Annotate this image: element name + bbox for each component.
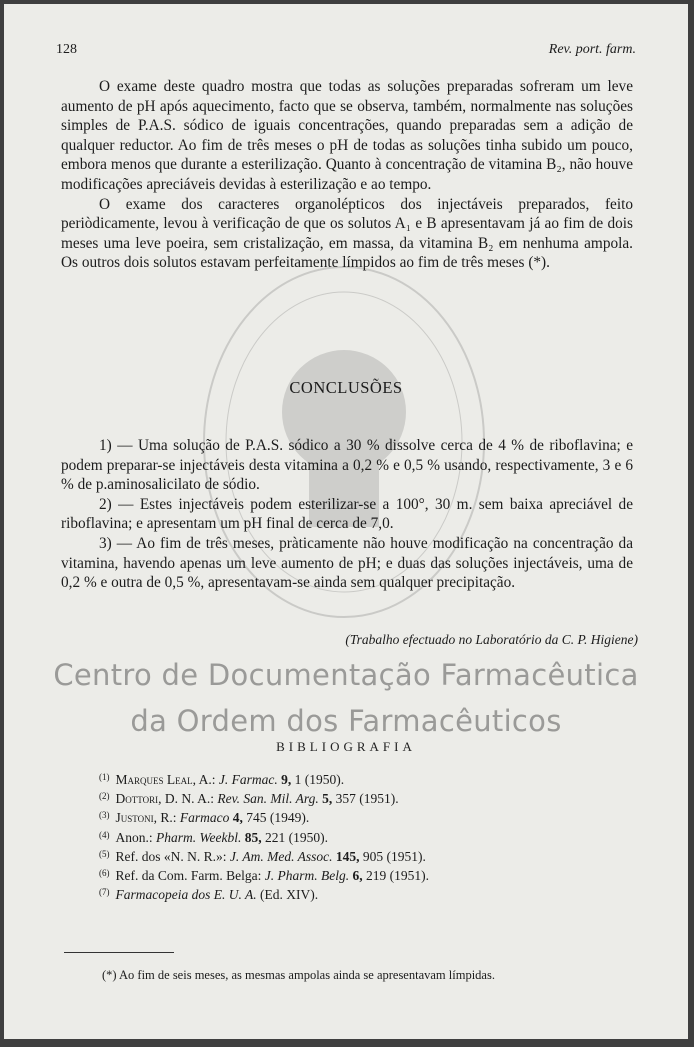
page-number: 128 [56,42,77,57]
reference-item: $^{(7)}$ Farmacopeia dos E. U. A. (Ed. XIV). [99,887,319,903]
reference-item: $^{(3)}$ Justoni, R.: Farmaco 4, 745 (1949). [99,810,310,826]
reference-item: $^{(2)}$ Dottori, D. N. A.: Rev. San. Mil. Arg. 5, 357 (1951). [99,791,399,807]
reference-item: $^{(4)}$ Anon.: Pharm. Weekbl. 85, 221 (1950). [99,829,328,845]
footnote-rule [64,952,174,953]
paragraph-ph-results: O exame deste quadro mostra que todas as soluções preparadas sofreram um leve aumento de pH após aquecimento, facto que se observa, também, normalmente nas soluções simples de P.A.S. sódico de iguais concentrações, quando preparadas sem a adição de qualquer reductor. Ao fim de três meses o pH de todas as soluções tinha subido um pouco, embora menos que durante a esterilização. Quanto à concentração de vitamina B₂, não houve modificações apreciáveis devidas à esterilização e ao tempo. [61,78,633,193]
watermark-line-1: Centro de Documentação Farmacêutica [53,658,639,692]
conclusion-item: 2) — Estes injectáveis podem esterilizar-se a 100°, 30 m. sem baixa apreciável de riboflavina; e apresentam um pH final de cerca de 7,0. [61,495,633,533]
conclusions-list [61,436,633,593]
conclusion-item: 1) — Uma solução de P.A.S. sódico a 30 % dissolve cerca de 4 % de riboflavina; e podem preparar-se injectáveis desta vitamina a 0,2 % e 0,5 % usando, respectivamente, 3 e 6 % de p.aminosalicilato de sódio. [61,437,633,494]
conclusion-item: 3) — Ao fim de três meses, pràticamente não houve modificação na concentração da vitamina, havendo apenas um leve aumento de pH; e duas das soluções injectáveis, uma de 0,2 % e outra de 0,5 %, apresentavam-se ainda sem qualquer precipitação. [61,534,633,592]
reference-item: $^{(5)}$ Ref. dos «N. N. R.»: J. Am. Med. Assoc. 145, 905 (1951). [99,848,426,864]
watermark-line-2: da Ordem dos Farmacêuticos [130,704,562,738]
bibliography-heading: BIBLIOGRAFIA [276,739,416,754]
laboratory-credit: (Trabalho efectuado no Laboratório da C. P. Higiene) [345,632,638,647]
reference-item: $^{(6)}$ Ref. da Com. Farm. Belga: J. Pharm. Belg. 6, 219 (1951). [99,868,429,884]
paragraph-organoleptic: O exame dos caracteres organolépticos dos injectáveis preparados, feito periòdicamente, levou à verificação de que os solutos A₁ e B apresentavam já ao fim de dois meses uma leve poeira, sem cristalização, em massa, da vitamina B₂ em nenhuma ampola. Os outros dois solutos estavam perfeitamente límpidos ao fim de três meses (*). [61,195,633,272]
footnote: (*) Ao fim de seis meses, as mesmas ampolas ainda se apresentavam límpidas. [102,968,495,982]
reference-item: $^{(1)}$ Marques Leal, A.: J. Farmac. 9, 1 (1950). [99,772,345,787]
conclusions-heading: CONCLUSÕES [289,378,403,397]
bibliography-list [99,769,429,903]
running-header-journal: Rev. port. farm. [548,42,636,57]
document-page [4,4,688,1039]
body-text [61,77,633,273]
